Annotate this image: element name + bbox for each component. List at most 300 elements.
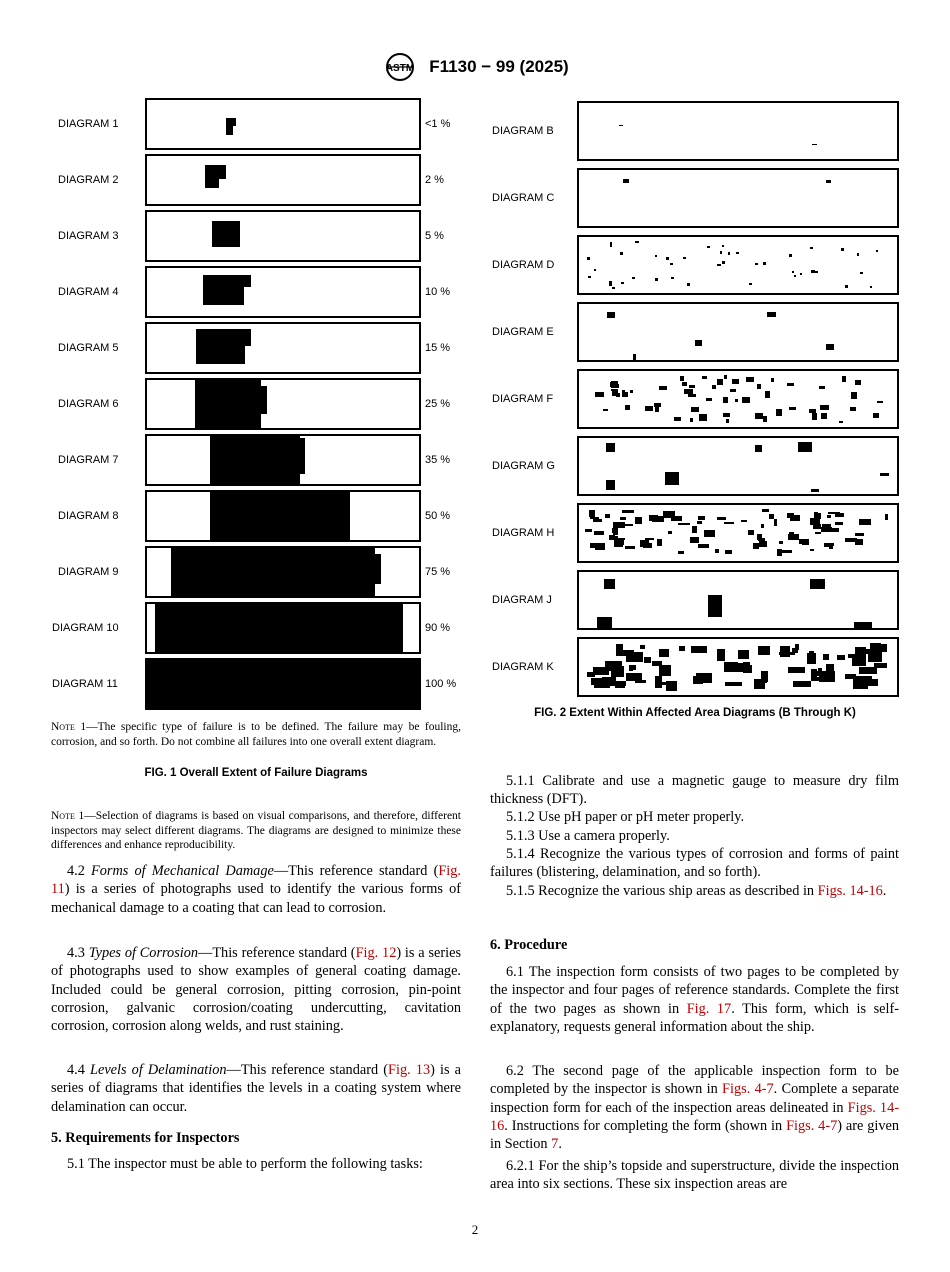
affected-spot <box>824 543 832 547</box>
fig1-diagram-label: DIAGRAM 1 <box>58 118 119 130</box>
fig1-diagram-label: DIAGRAM 9 <box>58 566 119 578</box>
affected-spot <box>717 264 721 266</box>
affected-spot <box>730 663 745 672</box>
affected-spot <box>724 375 727 379</box>
section-6-heading: 6. Procedure <box>490 937 568 953</box>
page-header <box>0 52 950 82</box>
affected-spot <box>617 652 633 656</box>
fig1-percent-label: 15 % <box>425 342 451 354</box>
affected-spot <box>798 442 812 452</box>
fig1-percent-label: 50 % <box>425 510 451 522</box>
affected-spot <box>811 270 815 273</box>
fig1-diagram-label: DIAGRAM 8 <box>58 510 119 522</box>
fig1-percent-label: <1 % <box>425 118 451 130</box>
affected-spot <box>880 473 889 476</box>
affected-spot <box>850 407 856 411</box>
affected-spot <box>671 277 674 279</box>
affected-spot <box>712 385 716 389</box>
affected-spot <box>730 389 736 392</box>
fig1-percent-label: 100 % <box>425 678 457 690</box>
failure-area <box>244 275 251 287</box>
affected-spot <box>828 512 840 514</box>
affected-spot <box>813 524 821 529</box>
affected-spot <box>812 671 825 676</box>
fig1-diagram-label: DIAGRAM 6 <box>58 398 119 410</box>
affected-spot <box>827 515 831 518</box>
affected-spot <box>820 405 829 410</box>
fig2-diagram-box <box>577 101 899 161</box>
affected-spot <box>880 644 887 652</box>
affected-spot <box>698 516 705 520</box>
paragraph-5-1-2: 5.1.2 Use pH paper or pH meter properly. <box>506 809 745 825</box>
page-number: 2 <box>471 1222 479 1237</box>
fig2-diagram-label: DIAGRAM J <box>492 594 552 606</box>
affected-spot <box>684 389 693 394</box>
figure-1-caption: FIG. 1 Overall Extent of Failure Diagrams <box>144 767 368 779</box>
fig2-diagram-label: DIAGRAM K <box>492 661 554 673</box>
affected-spot <box>749 283 752 285</box>
affected-spot <box>859 667 877 674</box>
affected-spot <box>621 282 624 284</box>
affected-spot <box>625 546 635 549</box>
fig1-diagram-label: DIAGRAM 4 <box>58 286 119 298</box>
affected-spot <box>735 399 738 402</box>
affected-spot <box>810 247 813 249</box>
fig1-percent-label: 25 % <box>425 398 451 410</box>
fig2-diagram-box <box>577 503 899 563</box>
affected-spot <box>771 378 774 382</box>
fig2-diagram-box <box>577 436 899 496</box>
affected-spot <box>605 661 622 671</box>
fig1-diagram-box <box>145 434 421 486</box>
affected-spot <box>620 517 626 520</box>
affected-spot <box>595 543 605 550</box>
affected-spot <box>776 409 782 416</box>
affected-spot <box>855 676 872 681</box>
fig1-diagram-box <box>145 378 421 430</box>
affected-spot <box>854 622 872 629</box>
affected-spot <box>787 383 794 386</box>
affected-spot <box>625 405 630 410</box>
affected-spot <box>654 403 661 407</box>
affected-spot <box>702 376 707 379</box>
affected-spot <box>812 413 817 420</box>
affected-spot <box>708 595 722 617</box>
affected-spot <box>839 421 843 423</box>
fig2-diagram-label: DIAGRAM C <box>492 192 555 204</box>
fig2-diagram-label: DIAGRAM D <box>492 259 555 271</box>
affected-spot <box>674 417 681 421</box>
affected-spot <box>606 480 615 490</box>
affected-spot <box>629 665 633 671</box>
affected-spot <box>823 654 829 660</box>
affected-spot <box>732 379 739 384</box>
fig2-diagram-label: DIAGRAM E <box>492 326 554 338</box>
affected-spot <box>697 521 702 524</box>
affected-spot <box>855 539 863 545</box>
affected-spot <box>774 519 777 526</box>
link-fig-13[interactable]: Fig. 13 <box>388 1062 431 1078</box>
affected-spot <box>758 646 770 655</box>
affected-spot <box>594 531 604 535</box>
fig1-diagram-box <box>145 322 421 374</box>
fig1-diagram-box <box>145 210 421 262</box>
failure-area <box>300 438 305 474</box>
affected-spot <box>687 283 690 286</box>
affected-spot <box>876 250 878 252</box>
affected-spot <box>666 257 669 260</box>
fig1-diagram-box <box>145 98 421 150</box>
link-figs-4-7[interactable]: Figs. 4-7 <box>786 1117 838 1134</box>
affected-spot <box>622 510 634 513</box>
affected-spot <box>860 272 863 274</box>
affected-spot <box>723 397 728 403</box>
fig2-diagram-box <box>577 637 899 697</box>
fig1-diagram-box <box>145 154 421 206</box>
affected-spot <box>809 651 814 661</box>
affected-spot <box>589 510 595 517</box>
failure-area <box>155 602 403 652</box>
affected-spot <box>623 179 629 183</box>
failure-area <box>145 658 421 710</box>
affected-spot <box>859 519 871 525</box>
paragraph-6-2-1: 6.2.1 For the ship’s topside and superstructure, divide the inspection area into six sections. These six inspection areas are <box>490 1158 899 1193</box>
affected-spot <box>587 257 590 260</box>
affected-spot <box>670 263 673 265</box>
affected-spot <box>659 386 667 390</box>
section-5-heading: 5. Requirements for Inspectors <box>51 1130 240 1146</box>
failure-area <box>261 386 267 414</box>
affected-spot <box>594 685 610 688</box>
affected-spot <box>789 254 792 257</box>
affected-spot <box>609 284 612 286</box>
affected-spot <box>841 248 844 251</box>
affected-spot <box>689 385 695 388</box>
affected-spot <box>738 650 749 659</box>
affected-spot <box>755 413 763 419</box>
affected-spot <box>657 539 662 546</box>
failure-area <box>245 329 251 346</box>
fig1-diagram-box <box>145 490 421 542</box>
affected-spot <box>790 515 800 521</box>
paragraph-5-1-1: 5.1.1 Calibrate and use a magnetic gauge to measure dry film thickness (DFT). <box>490 773 899 808</box>
affected-spot <box>655 407 659 412</box>
affected-spot <box>615 684 625 688</box>
affected-spot <box>826 664 834 674</box>
affected-spot <box>585 529 592 532</box>
affected-spot <box>655 676 662 688</box>
affected-spot <box>874 663 887 668</box>
affected-spot <box>645 406 653 411</box>
affected-spot <box>693 676 703 684</box>
paragraph-6-2: 6.2 The second page of the applicable inspection form to be completed by the inspector is shown in Figs. 4-7. Complete a separate inspection form for each of the inspection areas delineated in Figs. 14-16. Instructions for completing the form (shown in Figs. 4-7) are given in Section 7. <box>490 1063 900 1153</box>
paragraph-5-1: 5.1 The inspector must be able to perform the following tasks: <box>67 1156 423 1172</box>
affected-spot <box>616 393 620 397</box>
affected-spot <box>717 649 725 661</box>
affected-spot <box>877 401 883 403</box>
affected-spot <box>794 275 796 277</box>
affected-spot <box>777 549 782 556</box>
affected-spot <box>763 416 767 422</box>
affected-spot <box>726 419 729 423</box>
affected-spot <box>811 677 825 681</box>
affected-spot <box>704 530 715 537</box>
affected-spot <box>811 489 819 492</box>
affected-spot <box>630 390 633 393</box>
affected-spot <box>800 273 802 275</box>
affected-spot <box>779 652 795 655</box>
affected-spot <box>815 271 818 273</box>
failure-area <box>212 221 240 247</box>
affected-spot <box>635 517 642 524</box>
affected-spot <box>635 241 639 243</box>
affected-spot <box>793 681 811 687</box>
link-section-7[interactable]: 7 <box>551 1136 559 1153</box>
affected-spot <box>679 646 685 651</box>
affected-spot <box>769 514 774 519</box>
affected-spot <box>699 414 707 421</box>
logo-text: ASTM <box>386 63 415 74</box>
affected-spot <box>691 646 707 653</box>
failure-area <box>195 378 261 428</box>
affected-spot <box>826 180 831 183</box>
affected-spot <box>885 514 888 520</box>
affected-spot <box>848 654 859 658</box>
affected-spot <box>678 551 684 554</box>
affected-spot <box>851 392 857 399</box>
link-fig-12[interactable]: Fig. 12 <box>355 945 397 961</box>
figure-2-caption: FIG. 2 Extent Within Affected Area Diagrams (B Through K) <box>534 707 856 719</box>
affected-spot <box>659 665 671 676</box>
fig1-diagram-box <box>145 546 421 598</box>
affected-spot <box>720 251 722 254</box>
affected-spot <box>640 540 649 547</box>
failure-area <box>171 546 375 596</box>
affected-spot <box>591 678 609 685</box>
link-figs-4-7[interactable]: Figs. 4-7 <box>722 1081 774 1098</box>
fig2-diagram-label: DIAGRAM F <box>492 393 554 405</box>
affected-spot <box>810 579 825 589</box>
affected-spot <box>707 246 710 248</box>
fig1-diagram-label: DIAGRAM 10 <box>52 622 119 634</box>
affected-spot <box>845 285 848 288</box>
paragraph-6-1: 6.1 The inspection form consists of two pages to be completed by the inspector and four pages of reference standards. Complete the first of the two pages as shown in Fig. 17. This form, which is self-explanatory, requests general information about the ship. <box>490 964 899 1035</box>
link-figs-14-16[interactable]: Figs. 14-16 <box>490 1099 899 1134</box>
affected-spot <box>761 671 768 682</box>
affected-spot <box>753 543 759 549</box>
fig2-diagram-label: DIAGRAM B <box>492 125 554 137</box>
affected-spot <box>728 252 730 255</box>
affected-spot <box>620 252 623 255</box>
affected-spot <box>633 354 636 361</box>
affected-spot <box>789 407 796 410</box>
affected-spot <box>842 376 846 382</box>
astm-logo-icon <box>381 52 419 82</box>
failure-area <box>203 275 244 305</box>
affected-spot <box>761 524 764 528</box>
affected-spot <box>665 472 679 485</box>
fig1-percent-label: 5 % <box>425 230 444 242</box>
failure-area <box>375 554 381 584</box>
affected-spot <box>741 520 747 522</box>
affected-spot <box>612 287 615 289</box>
fig2-diagram-box <box>577 302 899 362</box>
link-fig-17[interactable]: Fig. 17 <box>686 1000 732 1017</box>
affected-spot <box>611 381 618 385</box>
affected-spot <box>597 617 612 629</box>
failure-area <box>196 329 245 364</box>
paragraph-4-4: 4.4 Levels of Delamination—This reference standard (Fig. 13) is a series of diagrams that identifies the levels in a coating system where delamination can occur. <box>51 1062 461 1115</box>
affected-spot <box>812 144 817 145</box>
affected-spot <box>659 649 669 657</box>
fig1-diagram-box <box>145 602 421 654</box>
link-figs-14-16[interactable]: Figs. 14-16 <box>817 883 883 899</box>
affected-spot <box>683 257 686 259</box>
affected-spot <box>655 255 657 257</box>
fig1-percent-label: 10 % <box>425 286 451 298</box>
affected-spot <box>594 269 596 271</box>
affected-spot <box>767 312 776 317</box>
affected-spot <box>606 443 615 452</box>
affected-spot <box>835 522 843 525</box>
fig1-diagram-label: DIAGRAM 3 <box>58 230 119 242</box>
affected-spot <box>742 397 750 403</box>
affected-spot <box>717 379 723 385</box>
affected-spot <box>605 514 610 518</box>
fig1-diagram-box <box>145 266 421 318</box>
affected-spot <box>680 376 684 381</box>
figure-1-note: Note 1—The specific type of failure is to be defined. The failure may be fouling, corrosion, and so forth. Do not combine all failures into one overall extent diagram. <box>51 721 461 748</box>
affected-spot <box>604 579 615 589</box>
affected-spot <box>640 645 645 649</box>
fig1-percent-label: 35 % <box>425 454 451 466</box>
affected-spot <box>873 413 879 418</box>
affected-spot <box>593 519 602 522</box>
affected-spot <box>810 549 814 551</box>
fig2-diagram-label: DIAGRAM H <box>492 527 555 539</box>
affected-spot <box>792 271 794 273</box>
affected-spot <box>662 682 671 685</box>
affected-spot <box>758 538 765 541</box>
affected-spot <box>619 125 623 126</box>
affected-spot <box>724 522 734 524</box>
affected-spot <box>802 539 809 545</box>
paragraph-5-1-5: 5.1.5 Recognize the various ship areas as described in Figs. 14-16. <box>506 883 887 899</box>
affected-spot <box>762 509 769 512</box>
fig1-diagram-label: DIAGRAM 5 <box>58 342 119 354</box>
affected-spot <box>635 680 646 683</box>
fig2-diagram-box <box>577 369 899 429</box>
affected-spot <box>644 657 651 663</box>
fig2-diagram-box <box>577 168 899 228</box>
affected-spot <box>587 672 595 677</box>
affected-spot <box>691 407 699 412</box>
affected-spot <box>837 655 845 660</box>
affected-spot <box>649 515 658 521</box>
affected-spot <box>671 516 682 521</box>
affected-spot <box>759 541 767 547</box>
paragraph-5-1-3: 5.1.3 Use a camera properly. <box>506 828 670 844</box>
affected-spot <box>692 526 697 533</box>
affected-spot <box>678 523 690 525</box>
fig1-diagram-label: DIAGRAM 7 <box>58 454 119 466</box>
affected-spot <box>717 517 726 520</box>
affected-spot <box>746 377 754 382</box>
affected-spot <box>789 532 794 537</box>
affected-spot <box>610 244 612 247</box>
affected-spot <box>706 398 712 401</box>
affected-spot <box>614 542 623 547</box>
link-fig-11[interactable]: Fig. 11 <box>51 863 461 898</box>
fig1-percent-label: 90 % <box>425 622 451 634</box>
fig1-percent-label: 75 % <box>425 566 451 578</box>
paragraph-4-3: 4.3 Types of Corrosion—This reference standard (Fig. 12) is a series of photographs used to show examples of general coating damage. Included could be general corrosion, pitting corrosion, pin-point corrosion, galvanic corrosion/coating undercutting, cavitation corrosion, corrosion along welds, and rust staining. <box>51 945 462 1035</box>
fig2-diagram-box <box>577 570 899 630</box>
fig2-diagram-box <box>577 235 899 295</box>
fig2-diagram-label: DIAGRAM G <box>492 460 555 472</box>
affected-spot <box>622 390 625 393</box>
affected-spot <box>815 532 821 534</box>
fig1-percent-label: 2 % <box>425 174 444 186</box>
affected-spot <box>755 445 762 452</box>
affected-spot <box>655 278 658 281</box>
fig1-diagram-box <box>145 658 421 710</box>
affected-spot <box>788 667 805 673</box>
affected-spot <box>857 253 859 256</box>
affected-spot <box>722 245 724 247</box>
affected-spot <box>782 550 792 553</box>
affected-spot <box>613 522 625 528</box>
section-note: Note 1—Selection of diagrams is based on visual comparisons, and therefore, different inspectors may select different diagrams. The diagrams are designed to minimize these differences and enhance reproducibility. <box>51 810 461 851</box>
failure-area <box>226 126 233 135</box>
affected-spot <box>755 263 758 265</box>
document-designation: F1130 − 99 (2025) <box>429 57 569 76</box>
affected-spot <box>632 277 635 279</box>
affected-spot <box>855 533 864 536</box>
affected-spot <box>722 261 725 264</box>
affected-spot <box>779 541 783 544</box>
affected-spot <box>688 394 696 397</box>
affected-spot <box>725 682 742 686</box>
affected-spot <box>698 544 709 548</box>
affected-spot <box>682 382 687 386</box>
affected-spot <box>588 276 591 278</box>
failure-area <box>226 118 236 126</box>
fig1-diagram-label: DIAGRAM 2 <box>58 174 119 186</box>
failure-area <box>205 179 219 188</box>
affected-spot <box>819 386 825 389</box>
failure-area <box>205 165 226 179</box>
paragraph-4-2: 4.2 Forms of Mechanical Damage—This reference standard (Fig. 11) is a series of photographs used to identify the various forms of mechanical damage to a coating that can lead to corrosion. <box>51 863 461 916</box>
affected-spot <box>668 531 672 534</box>
affected-spot <box>821 413 827 419</box>
affected-spot <box>607 312 615 318</box>
failure-area <box>210 434 300 484</box>
affected-spot <box>748 530 754 535</box>
affected-spot <box>855 380 861 385</box>
affected-spot <box>795 644 799 650</box>
fig1-diagram-label: DIAGRAM 11 <box>52 678 118 690</box>
affected-spot <box>603 409 608 411</box>
failure-area <box>210 490 350 540</box>
affected-spot <box>765 391 770 398</box>
affected-spot <box>763 262 766 265</box>
affected-spot <box>695 340 702 346</box>
affected-spot <box>725 550 732 554</box>
affected-spot <box>595 392 604 397</box>
affected-spot <box>868 652 882 662</box>
affected-spot <box>826 344 834 350</box>
